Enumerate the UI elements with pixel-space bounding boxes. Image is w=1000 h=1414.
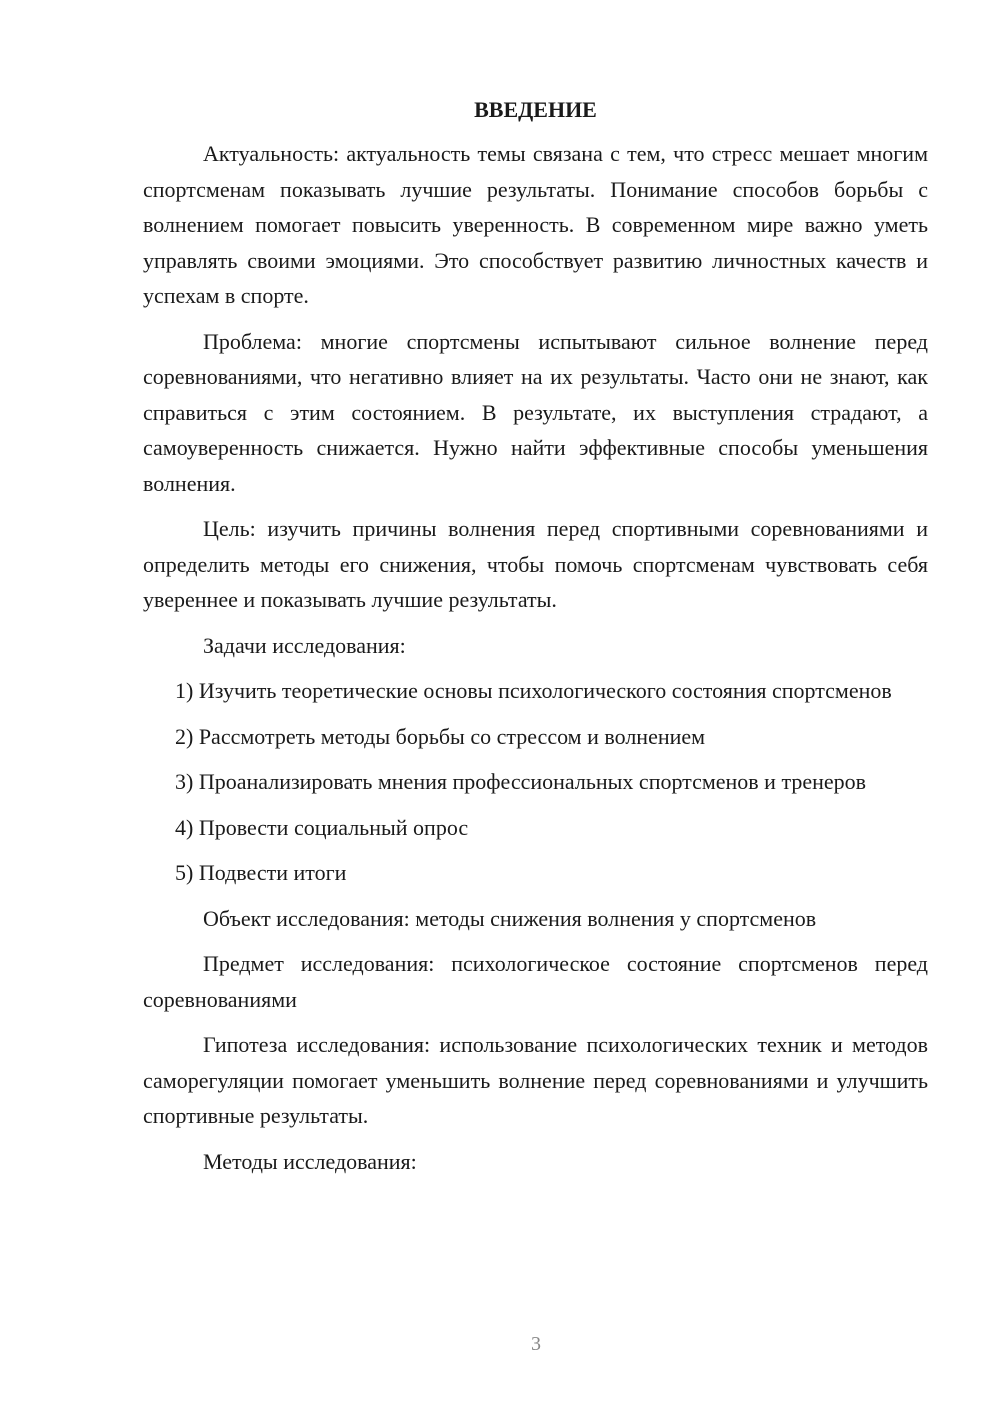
methods-heading: Методы исследования: bbox=[203, 1148, 417, 1174]
tasks-heading: Задачи исследования: bbox=[203, 632, 406, 658]
section-title: ВВЕДЕНИЕ bbox=[474, 97, 597, 122]
task-item-4: 4) Провести социальный опрос bbox=[175, 814, 469, 840]
object-paragraph: Объект исследования: методы снижения волнения у спортсменов bbox=[203, 905, 817, 931]
task-item-2: 2) Рассмотреть методы борьбы со стрессом и волнением bbox=[175, 723, 706, 749]
problem-paragraph: Проблема: многие спортсмены испытывают сильное волнение перед соревнованиями, что негативно влияет на их результаты. Часто они не знают, как справиться с этим состоянием. В результате, их выступления страдают, а самоуверенность снижается. Нужно найти эффективные способы уменьшения волнения. bbox=[143, 328, 928, 496]
page-content bbox=[143, 92, 928, 1189]
page-number: 3 bbox=[531, 1333, 541, 1355]
task-item-3: 3) Проанализировать мнения профессиональных спортсменов и тренеров bbox=[175, 769, 867, 794]
task-item-1: 1) Изучить теоретические основы психологического состояния спортсменов bbox=[175, 678, 892, 703]
subject-paragraph: Предмет исследования: психологическое состояние спортсменов перед соревнованиями bbox=[143, 951, 928, 1012]
hypothesis-paragraph: Гипотеза исследования: использование психологических техник и методов саморегуляции помогает уменьшить волнение перед соревнованиями и улучшить спортивные результаты. bbox=[143, 1032, 928, 1128]
goal-paragraph: Цель: изучить причины волнения перед спортивными соревнованиями и определить методы его снижения, чтобы помочь спортсменам чувствовать себя увереннее и показывать лучшие результаты. bbox=[143, 516, 928, 612]
relevance-paragraph: Актуальность: актуальность темы связана с тем, что стресс мешает многим спортсменам показывать лучшие результаты. Понимание способов борьбы с волнением помогает повысить уверенность. В современном мире важно уметь управлять своими эмоциями. Это способствует развитию личностных качеств и успехам в спорте. bbox=[143, 141, 928, 308]
task-item-5: 5) Подвести итоги bbox=[175, 860, 347, 885]
